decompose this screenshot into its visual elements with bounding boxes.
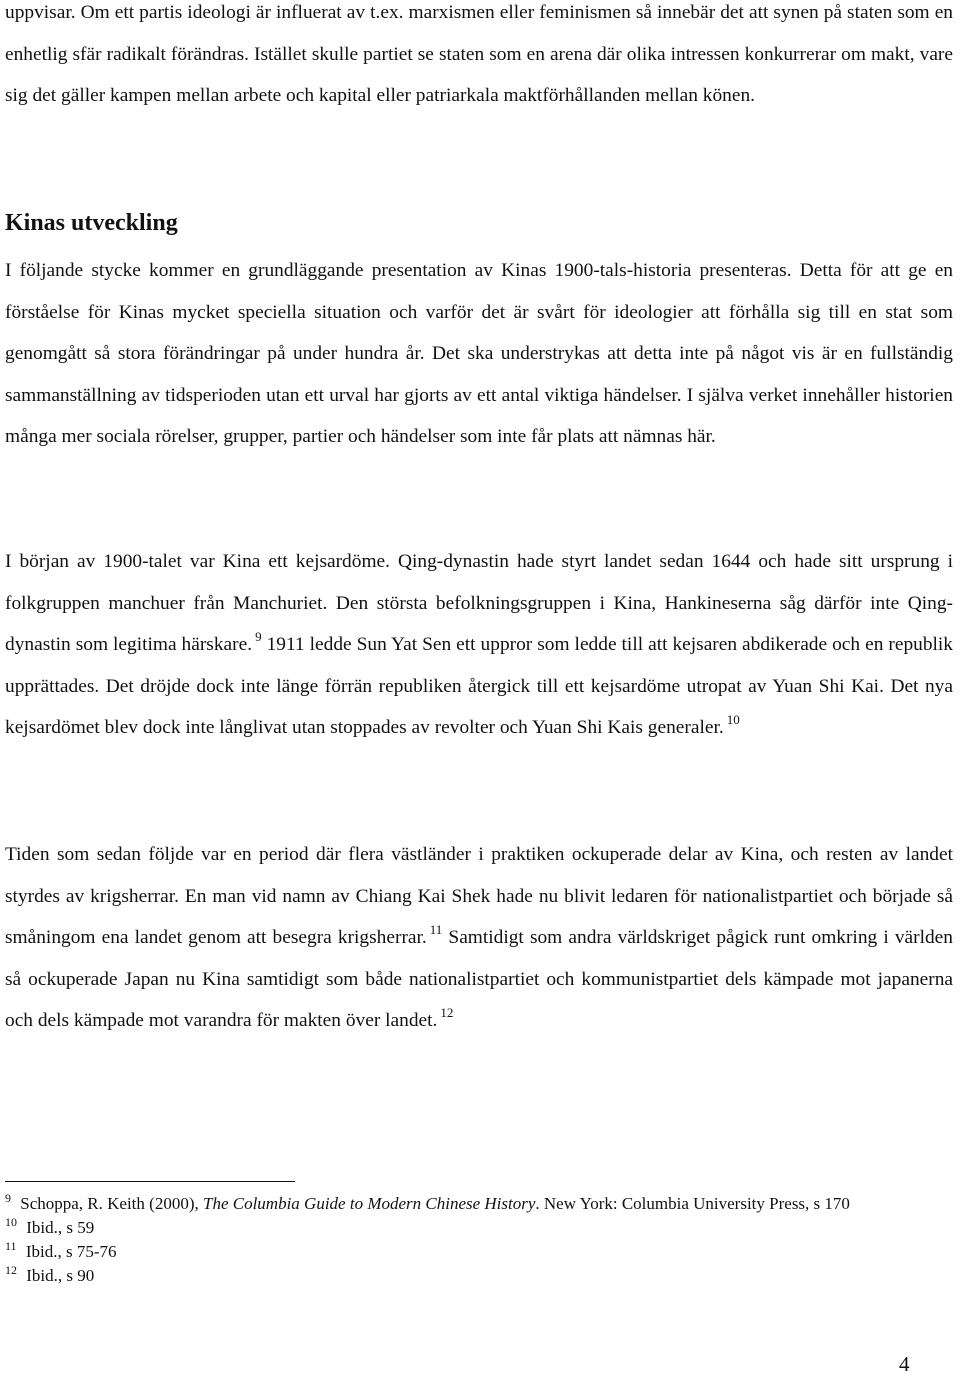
footnotes	[5, 1192, 957, 1288]
footnote-number: 11	[5, 1239, 17, 1253]
footnote-ref-12: 12	[440, 1005, 454, 1021]
footnote-divider	[5, 1181, 295, 1182]
footnote-ref-9: 9	[255, 629, 262, 645]
footnote-10	[5, 1216, 957, 1240]
page-number: 4	[899, 1352, 910, 1376]
footnote-number: 12	[5, 1263, 17, 1277]
paragraph-2-text-a: I början av 1900-talet var Kina ett kejsardöme. Qing-dynastin hade styrt landet sedan 1644 och hade sitt ursprung i folkgruppen manchuer från Manchuriet. Den största befolkningsgruppen i Kina, Hankineserna såg därför inte Qing-dynastin som legitima härskare.	[5, 551, 953, 656]
paragraph-3-text-a: Tiden som sedan följde var en period där flera västländer i praktiken ockuperade delar av Kina, och resten av landet styrdes av krigsherrar. En man vid namn av Chiang Kai Shek hade nu blivit ledaren för nationalistpartiet och började så småningom ena landet genom att besegra krigsherrar.	[5, 844, 953, 949]
footnote-ref-10: 10	[726, 712, 740, 728]
paragraph-2-text-b: 1911 ledde Sun Yat Sen ett uppror som ledde till att kejsaren abdikerade och en republik upprättades. Det dröjde dock inte länge förrän republiken återgick till ett kejsardöme utropat av Yuan Shi Kai. Det nya kejsardömet blev dock inte långlivat utan stoppades av revolter och Yuan Shi Kais generaler.	[5, 634, 953, 739]
footnote-ref-11: 11	[429, 922, 443, 938]
footnote-number: 10	[5, 1215, 17, 1229]
footnote-number: 9	[5, 1191, 11, 1205]
footnote-12	[5, 1264, 957, 1288]
footnote-text: . New York: Columbia University Press, s 170	[535, 1194, 850, 1213]
paragraph-3-text-b: Samtidigt som andra världskriget pågick runt omkring i världen så ockuperade Japan nu Kina samtidigt som både nationalistpartiet och kommunistpartiet dels kämpade mot japanerna och dels kämpade mot varandra för makten över landet.	[5, 927, 953, 1032]
footnote-11	[5, 1240, 957, 1264]
body-paragraph-1: I följande stycke kommer en grundläggande presentation av Kinas 1900-tals-historia presenteras. Detta för att ge en förståelse för Kinas mycket speciella situation och varför det är svårt för ideologier att förhålla sig till en stat som genomgått så stora förändringar på under hundra år. Det ska understrykas att detta inte på något vis är en fullständig sammanställning av tidsperioden utan ett urval har gjorts av ett antal viktiga händelser. I själva verket innehåller historien många mer sociala rörelser, grupper, partier och händelser som inte får plats att nämnas här.	[5, 260, 953, 448]
intro-paragraph: uppvisar. Om ett partis ideologi är influerat av t.ex. marxismen eller feminismen så innebär det att synen på staten som en enhetlig sfär radikalt förändras. Istället skulle partiet se staten som en arena där olika intressen konkurrerar om makt, vare sig det gäller kampen mellan arbete och kapital eller patriarkala maktförhållanden mellan könen.	[5, 2, 953, 107]
footnote-9	[5, 1192, 957, 1216]
footnote-book-title: The Columbia Guide to Modern Chinese History	[202, 1194, 536, 1213]
section-heading: Kinas utveckling	[5, 210, 178, 236]
footnote-text: Ibid., s 59	[22, 1218, 95, 1237]
footnote-text: Ibid., s 75-76	[21, 1242, 117, 1261]
body-paragraph-2	[5, 541, 953, 749]
footnote-text: Ibid., s 90	[22, 1266, 95, 1285]
footnote-text: Schoppa, R. Keith (2000),	[16, 1194, 203, 1213]
body-paragraph-3	[5, 834, 953, 1042]
